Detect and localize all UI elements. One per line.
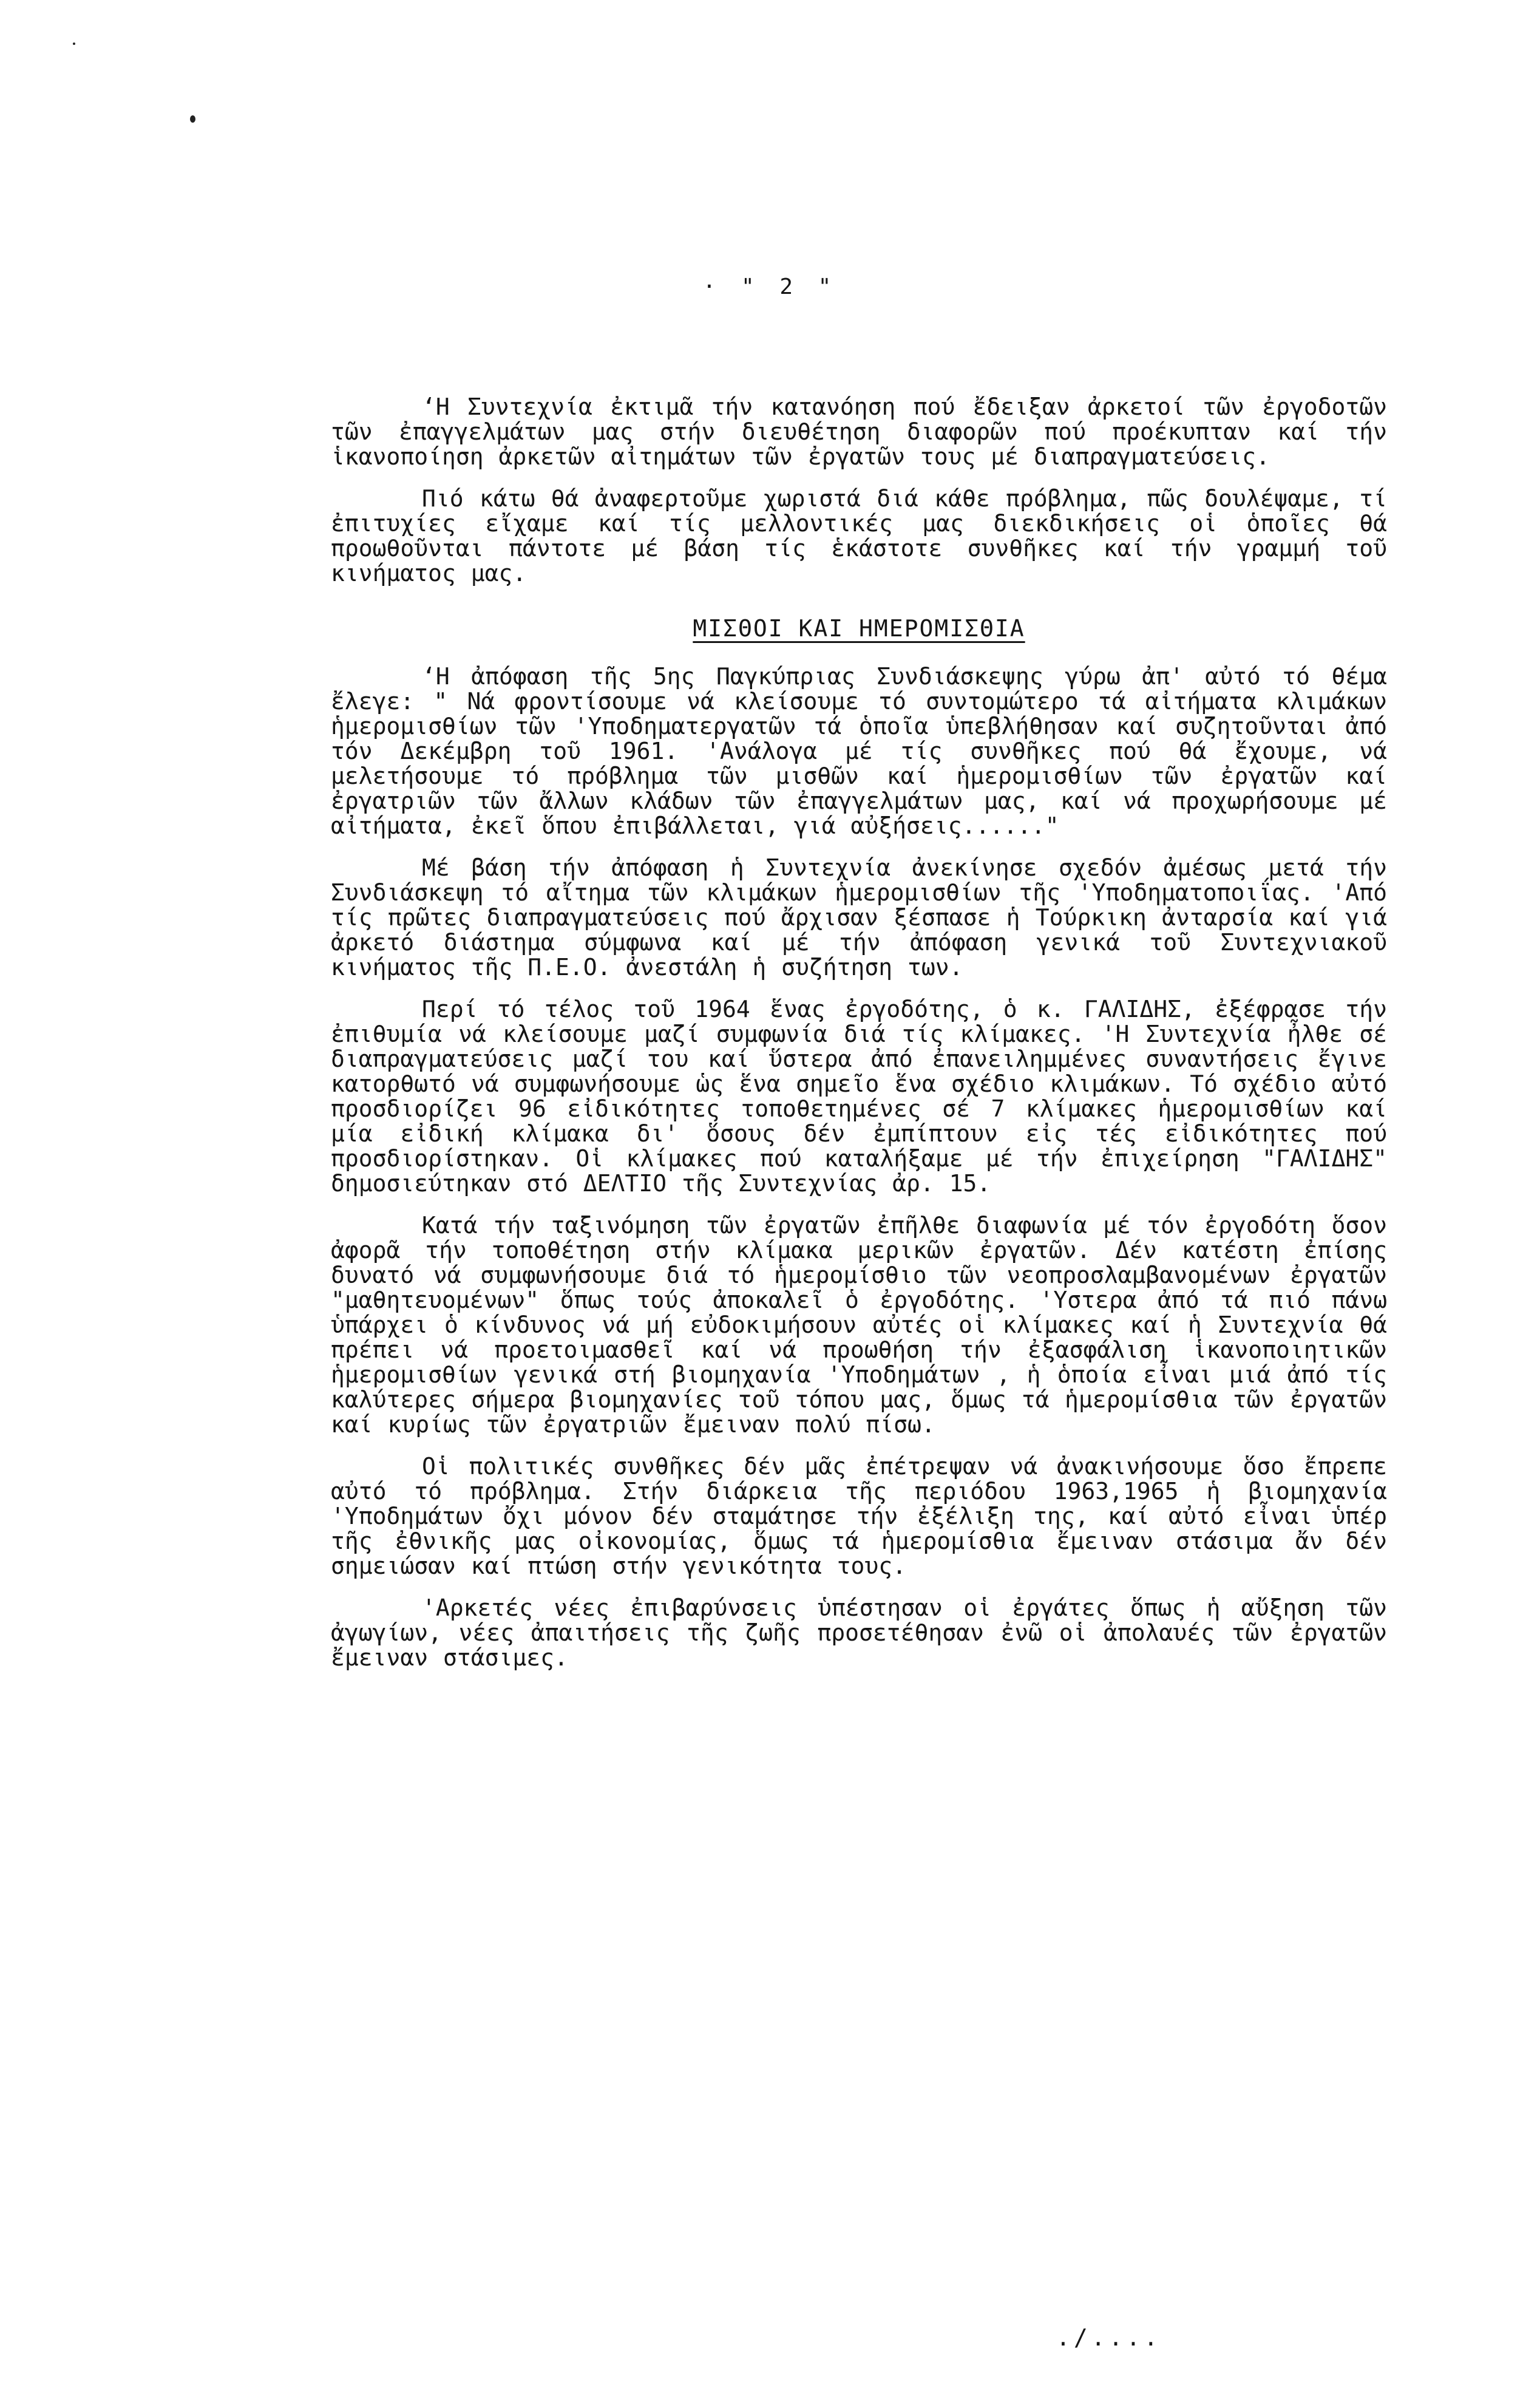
paragraph-classification-dispute: Κατά τήν ταξινόμηση τῶν ἐργατῶν ἐπῆλθε διαφωνία μέ τόν ἐργοδότη ὅσον ἀφορᾶ τήν τοποθέτηση στήν κλίμακα μερικῶν ἐργατῶν. Δέν κατέστη ἐπίσης δυνατό νά συμφωνήσουμε διά τό ἡμερομίσθιο τῶν νεοπροσλαμβανομένων ἐργατῶν "μαθητευομένων" ὅπως τούς ἀποκαλεῖ ὁ ἐργοδότης. 'Υστερα ἀπό τά πιό πάνω ὑπάρχει ὁ κίνδυνος νά μή εὐδοκιμήσουν αὐτές οἱ κλίμακες καί ἡ Συντεχνία θά πρέπει νά προετοιμασθεῖ καί νά προωθήση τήν ἐξασφάλιση ἱκανοποιητικῶν ἡμερομισθίων γενικά στή βιομηχανία 'Υποδημάτων , ἡ ὁποία εἶναι μιά ἀπό τίς καλύτερες σήμερα βιομηχανίες τοῦ τόπου μας, ὅμως τά ἡμερομίσθια τῶν ἐργατῶν καί κυρίως τῶν ἐργατριῶν ἔμειναν πολύ πίσω. xyxy=(331,1212,1387,1438)
paragraph-appreciation: ‘Η Συντεχνία ἐκτιμᾶ τήν κατανόηση πού ἔδειξαν ἀρκετοί τῶν ἐργοδοτῶν τῶν ἐπαγγελμάτων μας στήν διευθέτηση διαφορῶν πού προέκυπταν καί τήν ἱκανοποίηση ἀρκετῶν αἰτημάτων τῶν ἐργατῶν τους μέ διαπραγματεύσεις. xyxy=(331,393,1387,470)
section-heading-text: ΜΙΣΘΟΙ ΚΑΙ ΗΜΕΡΟΜΙΣΘΙΑ xyxy=(693,615,1025,642)
paragraph-overview: Πιό κάτω θά ἀναφερτοῦμε χωριστά διά κάθε πρόβλημα, πῶς δουλέψαμε, τί ἐπιτυχίες εἴχαμε καί τίς μελλοντικές μας διεκδικήσεις οἱ ὁποῖες θά προωθοῦνται πάντοτε μέ βάση τίς ἑκάστοτε συνθῆκες καί τήν γραμμή τοῦ κινήματος μας. xyxy=(331,485,1387,587)
scan-speck xyxy=(73,43,75,45)
page-number: · " 2 " xyxy=(702,274,838,299)
document-body xyxy=(331,395,1387,1687)
paragraph-new-burdens: 'Αρκετές νέες ἐπιβαρύνσεις ὑπέστησαν οἱ ἐργάτες ὅπως ἡ αὔξηση τῶν ἀγωγίων, νέες ἀπαιτήσεις τῆς ζωῆς προσετέθησαν ἐνῶ οἱ ἀπολαυές τῶν ἐργατῶν ἔμειναν στάσιμες. xyxy=(331,1594,1387,1671)
continuation-mark: ./.... xyxy=(1056,2324,1162,2351)
paragraph-political-conditions: Οἱ πολιτικές συνθῆκες δέν μᾶς ἐπέτρεψαν νά ἀνακινήσουμε ὅσο ἔπρεπε αὐτό τό πρόβλημα. Στήν διάρκεια τῆς περιόδου 1963,1965 ἡ βιομηχανία 'Υποδημάτων ὄχι μόνον δέν σταμάτησε τήν ἐξέλιξη της, καί αὐτό εἶναι ὑπέρ τῆς ἐθνικῆς μας οἰκονομίας, ὅμως τά ἡμερομίσθια ἔμειναν στάσιμα ἄν δέν σημειώσαν καί πτώση στήν γενικότητα τους. xyxy=(331,1453,1387,1579)
paragraph-galidis-agreement: Περί τό τέλος τοῦ 1964 ἕνας ἐργοδότης, ὁ κ. ΓΑΛΙΔΗΣ, ἐξέφρασε τήν ἐπιθυμία νά κλείσουμε μαζί συμφωνία διά τίς κλίμακες. 'Η Συντεχνία ἦλθε σέ διαπραγματεύσεις μαζί του καί ὕστερα ἀπό ἐπανειλημμένες συναντήσεις ἔγινε κατορθωτό νά συμφωνήσουμε ὡς ἕνα σημεῖο ἕνα σχέδιο κλιμάκων. Τό σχέδιο αὐτό προσδιορίζει 96 εἰδικότητες τοποθετημένες σέ 7 κλίμακες ἡμερομισθίων καί μία εἰδική κλίμακα δι' ὅσους δέν ἐμπίπτουν εἰς τές εἰδικότητες πού προσδιορίστηκαν. Οἱ κλίμακες πού καταλήξαμε μέ τήν ἐπιχείρηση "ΓΑΛΙΔΗΣ" δημοσιεύτηκαν στό ΔΕΛΤΙΟ τῆς Συντεχνίας ἀρ. 15. xyxy=(331,996,1387,1197)
section-heading xyxy=(331,616,1387,641)
scan-speck xyxy=(190,115,195,123)
paragraph-wage-scales: Μέ βάση τήν ἀπόφαση ἡ Συντεχνία ἀνεκίνησε σχεδόν ἀμέσως μετά τήν Συνδιάσκεψη τό αἴτημα τῶν κλιμάκων ἡμερομισθίων τῆς 'Υποδηματοποιΐας. 'Από τίς πρῶτες διαπραγματεύσεις πού ἄρχισαν ξέσπασε ἡ Τούρκικη ἀνταρσία καί γιά ἀρκετό διάστημα σύμφωνα καί μέ τήν ἀπόφαση γενικά τοῦ Συντεχνιακοῦ κινήματος τῆς Π.Ε.Ο. ἀνεστάλη ἡ συζήτηση των. xyxy=(331,854,1387,981)
paragraph-conference-decision: ‘Η ἀπόφαση τῆς 5ης Παγκύπριας Συνδιάσκεψης γύρω ἀπ' αὐτό τό θέμα ἔλεγε: " Νά φροντίσουμε νά κλείσουμε τό συντομώτερο τά αἰτήματα κλιμάκων ἡμερομισθίων τῶν 'Υποδηματεργατῶν τά ὁποῖα ὑπεβλήθησαν καί συζητοῦνται ἀπό τόν Δεκέμβρη τοῦ 1961. 'Ανάλογα μέ τίς συνθῆκες πού θά ἔχουμε, νά μελετήσουμε τό πρόβλημα τῶν μισθῶν καί ἡμερομισθίων τῶν ἐργατῶν καί ἐργατριῶν τῶν ἄλλων κλάδων τῶν ἐπαγγελμάτων μας, καί νά προχωρήσουμε μέ αἰτήματα, ἐκεῖ ὅπου ἐπιβάλλεται, γιά αὐξήσεις......" xyxy=(331,663,1387,839)
